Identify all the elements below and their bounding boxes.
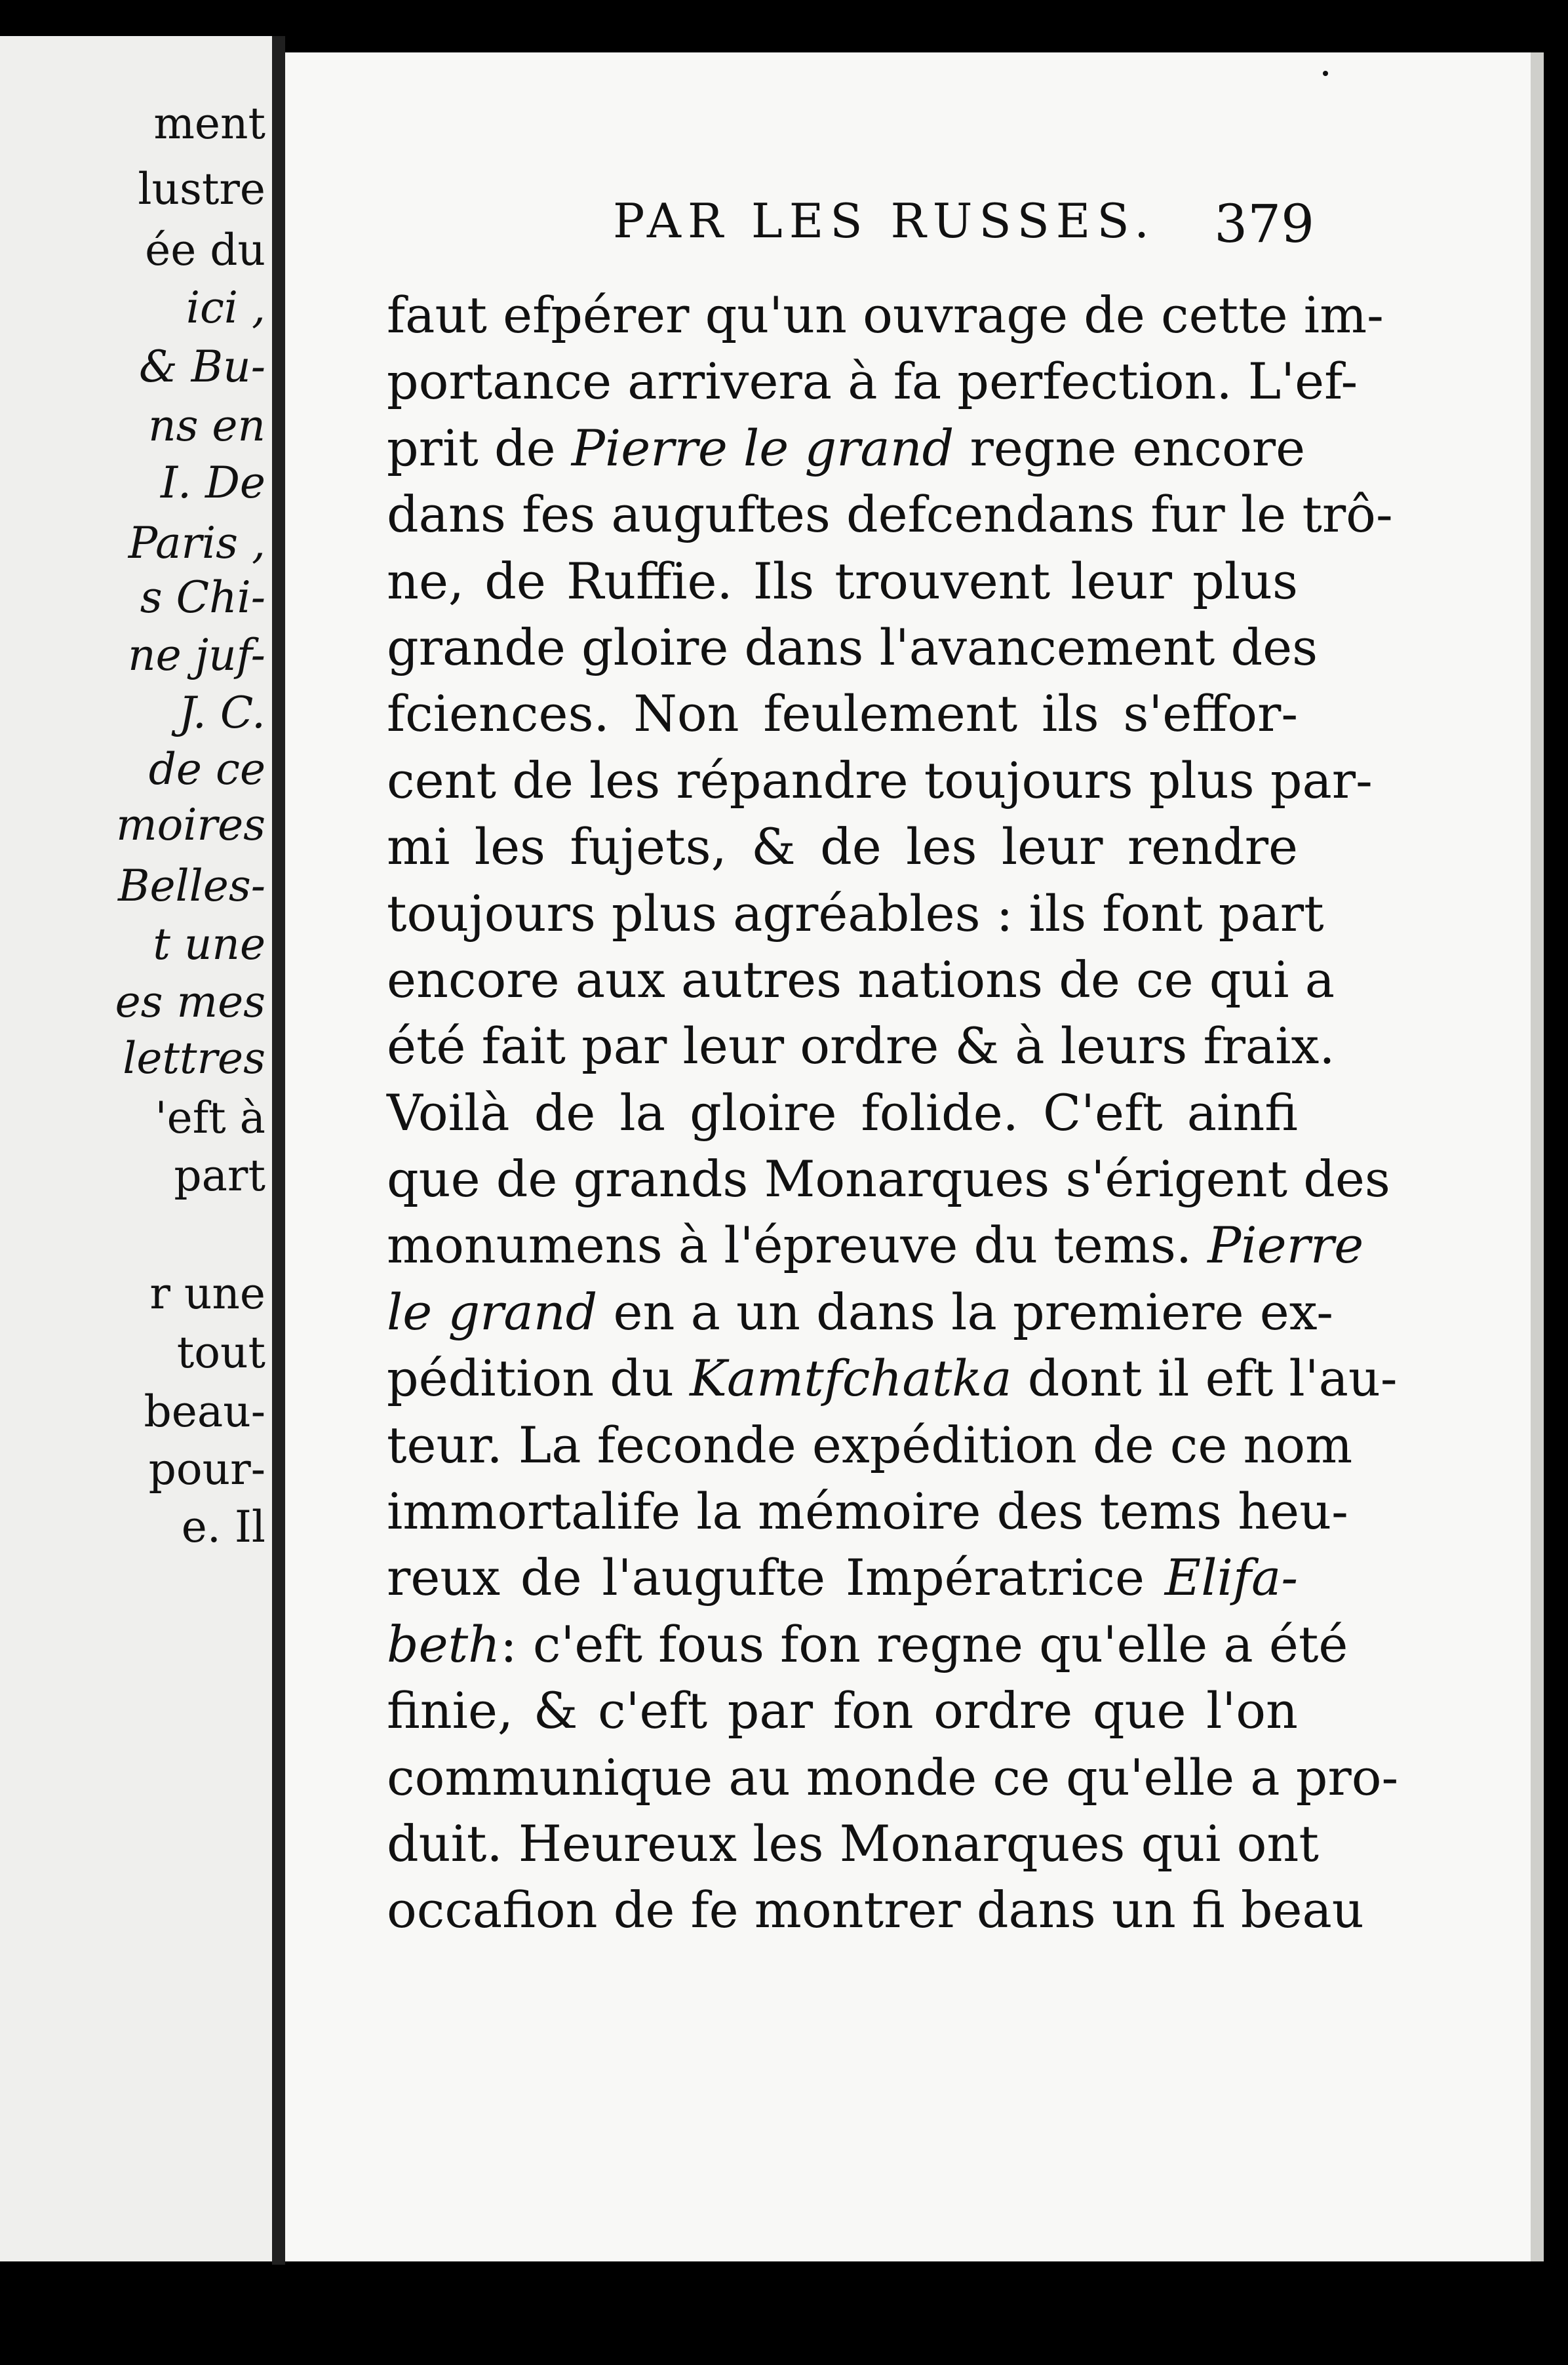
text-run: fciences. Non feulement ils s'effor- bbox=[387, 684, 1298, 743]
facing-page-line: J. C. bbox=[178, 688, 265, 738]
body-text bbox=[387, 282, 1399, 1944]
facing-page-line: ns en bbox=[148, 401, 265, 451]
text-run: été fait par leur ordre & à leurs fraix. bbox=[387, 1017, 1335, 1076]
text-line bbox=[387, 282, 1384, 348]
running-head: PAR LES RUSSES. bbox=[613, 193, 1156, 248]
page-edge bbox=[1531, 52, 1544, 2261]
text-run: reux de l'augufte Impératrice bbox=[387, 1548, 1165, 1607]
text-line bbox=[387, 1810, 1319, 1877]
facing-page-line: ici , bbox=[186, 283, 265, 333]
text-run: teur. La feconde expédition de ce nom bbox=[387, 1415, 1353, 1474]
text-run: Voilà de la gloire folide. C'eft ainfi bbox=[387, 1083, 1298, 1142]
text-line bbox=[387, 880, 1324, 947]
text-run: immortalife la mémoire des tems heu- bbox=[387, 1482, 1348, 1541]
text-line bbox=[387, 947, 1335, 1013]
book-gutter bbox=[272, 36, 285, 2265]
text-line bbox=[387, 1677, 1298, 1744]
page-number: 379 bbox=[1214, 193, 1314, 254]
facing-page-line: pour- bbox=[148, 1444, 265, 1495]
text-line bbox=[387, 1744, 1399, 1810]
text-line bbox=[387, 348, 1358, 414]
text-run: faut efpérer qu'un ouvrage de cette im- bbox=[387, 286, 1384, 344]
facing-page-line: lustre bbox=[138, 164, 265, 214]
facing-page-line: tout bbox=[176, 1327, 265, 1378]
italic-text: beth bbox=[387, 1614, 501, 1673]
text-run: toujours plus agréables : ils font part bbox=[387, 884, 1324, 943]
facing-page-line: & Bu- bbox=[138, 342, 265, 392]
text-run: portance arrivera à fa perfection. L'ef- bbox=[387, 352, 1358, 411]
text-run: communique au monde ce qu'elle a pro- bbox=[387, 1748, 1399, 1807]
italic-text: Elifa- bbox=[1164, 1548, 1298, 1607]
text-line bbox=[387, 1544, 1298, 1611]
text-run: pédition du bbox=[387, 1349, 690, 1408]
text-run: dont il eft l'au- bbox=[1011, 1349, 1398, 1408]
text-line bbox=[387, 481, 1393, 547]
facing-page-line: r une bbox=[149, 1268, 265, 1319]
text-line bbox=[387, 1611, 1348, 1677]
facing-page-line: ne juf- bbox=[128, 630, 265, 680]
facing-page-line: part bbox=[174, 1150, 265, 1201]
text-line bbox=[387, 614, 1318, 680]
text-run: prit de bbox=[387, 418, 572, 477]
facing-page-line: 'eft à bbox=[155, 1093, 265, 1143]
text-run: en a un dans la premiere ex- bbox=[597, 1282, 1333, 1341]
text-run: duit. Heureux les Monarques qui ont bbox=[387, 1814, 1319, 1873]
facing-page-line: s Chi- bbox=[140, 572, 265, 623]
facing-page-line: de ce bbox=[148, 744, 265, 794]
italic-text: le grand bbox=[387, 1282, 598, 1341]
text-line bbox=[387, 1279, 1333, 1345]
facing-page-line: t une bbox=[153, 919, 265, 969]
text-line bbox=[387, 813, 1298, 880]
facing-page-line: Paris , bbox=[128, 518, 265, 568]
text-run: cent de les répandre toujours plus par- bbox=[387, 751, 1373, 810]
text-run: occafion de fe montrer dans un fi beau bbox=[387, 1881, 1364, 1940]
facing-page-line: Belles- bbox=[117, 861, 265, 911]
text-line bbox=[387, 1212, 1364, 1278]
text-line bbox=[387, 548, 1298, 614]
facing-page-line: beau- bbox=[144, 1386, 265, 1437]
text-line bbox=[387, 1146, 1390, 1212]
text-run: encore aux autres nations de ce qui a bbox=[387, 950, 1335, 1009]
italic-text: Pierre bbox=[1207, 1216, 1364, 1275]
text-run: monumens à l'épreuve du tems. bbox=[387, 1216, 1208, 1275]
text-line bbox=[387, 1013, 1335, 1079]
text-run: que de grands Monarques s'érigent des bbox=[387, 1150, 1390, 1209]
facing-page-line: es mes bbox=[115, 977, 265, 1027]
ink-speck bbox=[1323, 71, 1328, 76]
text-run: dans fes auguftes defcendans fur le trô- bbox=[387, 485, 1393, 544]
text-run: grande gloire dans l'avancement des bbox=[387, 617, 1318, 676]
facing-page-line: lettres bbox=[123, 1033, 265, 1084]
page-header bbox=[613, 193, 1314, 259]
italic-text: Kamtfchatka bbox=[690, 1349, 1012, 1408]
italic-text: Pierre le grand bbox=[571, 418, 954, 477]
text-run: finie, & c'eft par fon ordre que l'on bbox=[387, 1681, 1298, 1740]
text-line bbox=[387, 1345, 1398, 1411]
facing-page-line: ée du bbox=[145, 225, 265, 275]
text-run: mi les fujets, & de les leur rendre bbox=[387, 817, 1298, 876]
text-line bbox=[387, 680, 1298, 747]
facing-page-line: moires bbox=[116, 800, 265, 850]
text-run: ne, de Ruffie. Ils trouvent leur plus bbox=[387, 551, 1298, 610]
text-run: : c'eft fous fon regne qu'elle a été bbox=[500, 1614, 1348, 1673]
text-line bbox=[387, 747, 1373, 813]
text-line bbox=[387, 1412, 1353, 1478]
facing-page-fragment bbox=[0, 36, 272, 2261]
text-line bbox=[387, 1877, 1364, 1943]
facing-page-line: ment bbox=[153, 98, 265, 149]
text-line bbox=[387, 415, 1306, 481]
facing-page-line: I. De bbox=[160, 458, 265, 508]
text-line bbox=[387, 1478, 1348, 1544]
text-line bbox=[387, 1080, 1298, 1146]
text-run: regne encore bbox=[954, 418, 1306, 477]
facing-page-line: e. Il bbox=[181, 1502, 265, 1552]
